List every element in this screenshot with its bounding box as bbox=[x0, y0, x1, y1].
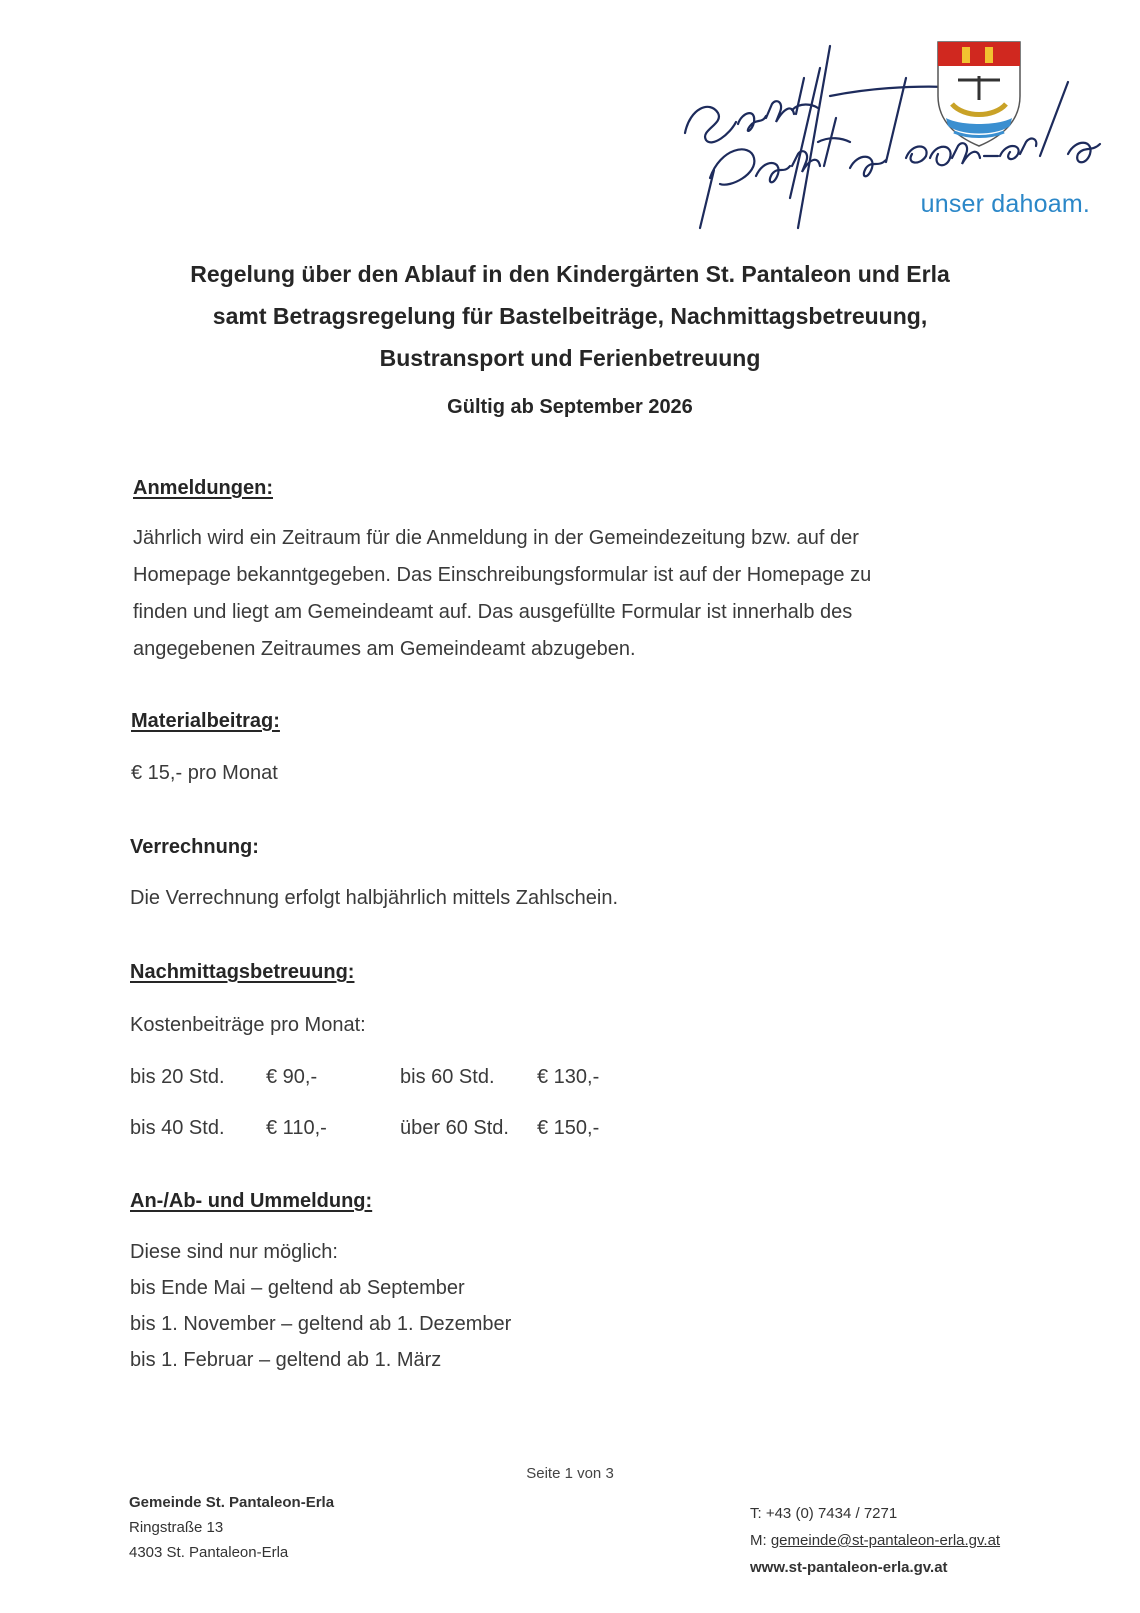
title-line-1: Regelung über den Ablauf in den Kindergärten St. Pantaleon und Erla bbox=[190, 261, 950, 287]
ummeldung-list bbox=[130, 1234, 511, 1378]
paragraph-anmeldungen bbox=[133, 520, 1013, 668]
heading-anmeldungen: Anmeldungen: bbox=[133, 477, 273, 499]
fee-label: bis 40 Std. bbox=[130, 1117, 225, 1139]
footer-mail-prefix: M: bbox=[750, 1532, 771, 1549]
materialbeitrag-text: € 15,- pro Monat bbox=[131, 762, 278, 784]
footer-org: Gemeinde St. Pantaleon-Erla bbox=[129, 1494, 335, 1511]
anmeldungen-line: finden und liegt am Gemeindeamt auf. Das ausgefüllte Formular ist innerhalb des bbox=[133, 601, 853, 623]
ummeldung-line: bis 1. November – geltend ab 1. Dezember bbox=[130, 1313, 512, 1335]
footer-mail-row bbox=[750, 1527, 1000, 1554]
ummeldung-line: bis 1. Februar – geltend ab 1. März bbox=[130, 1349, 442, 1371]
fee-label: über 60 Std. bbox=[400, 1117, 509, 1139]
fee-price: € 130,- bbox=[537, 1066, 600, 1088]
nachmittag-intro: Kostenbeiträge pro Monat: bbox=[130, 1014, 366, 1036]
fee-price: € 90,- bbox=[266, 1066, 318, 1088]
heading-nachmittagsbetreuung: Nachmittagsbetreuung: bbox=[130, 961, 355, 983]
footer-phone: T: +43 (0) 7434 / 7271 bbox=[750, 1505, 898, 1522]
anmeldungen-line: angegebenen Zeitraumes am Gemeindeamt abzugeben. bbox=[133, 638, 636, 660]
fee-label: bis 20 Std. bbox=[130, 1066, 225, 1088]
footer-website-link[interactable]: www.st-pantaleon-erla.gv.at bbox=[750, 1559, 948, 1576]
footer-street: Ringstraße 13 bbox=[129, 1519, 224, 1536]
fee-label: bis 60 Std. bbox=[400, 1066, 495, 1088]
footer-city: 4303 St. Pantaleon-Erla bbox=[129, 1544, 289, 1561]
fee-row bbox=[130, 1066, 730, 1096]
anmeldungen-line: Homepage bekanntgegeben. Das Einschreibungsformular ist auf der Homepage zu bbox=[133, 564, 872, 586]
ummeldung-line: bis Ende Mai – geltend ab September bbox=[130, 1277, 465, 1299]
heading-verrechnung: Verrechnung: bbox=[130, 836, 259, 858]
fee-price: € 150,- bbox=[537, 1117, 600, 1139]
municipality-logo bbox=[680, 38, 1120, 238]
footer-contact bbox=[750, 1500, 1000, 1581]
logo-tagline: unser dahoam. bbox=[920, 190, 1090, 218]
fee-row bbox=[130, 1117, 730, 1147]
footer-email-link[interactable]: gemeinde@st-pantaleon-erla.gv.at bbox=[770, 1532, 1001, 1549]
validity-date: Gültig ab September 2026 bbox=[447, 396, 693, 418]
coat-of-arms bbox=[938, 42, 1020, 146]
footer-address bbox=[129, 1490, 334, 1565]
heading-materialbeitrag: Materialbeitrag: bbox=[131, 710, 280, 732]
verrechnung-text: Die Verrechnung erfolgt halbjährlich mittels Zahlschein. bbox=[130, 887, 619, 909]
ummeldung-line: Diese sind nur möglich: bbox=[130, 1241, 338, 1263]
page-number: Seite 1 von 3 bbox=[526, 1465, 614, 1482]
heading-ummeldung: An-/Ab- und Ummeldung: bbox=[130, 1190, 373, 1212]
anmeldungen-line: Jährlich wird ein Zeitraum für die Anmeldung in der Gemeindezeitung bzw. auf der bbox=[133, 527, 859, 549]
fee-price: € 110,- bbox=[266, 1117, 327, 1139]
document-title bbox=[120, 253, 1020, 379]
title-line-3: Bustransport und Ferienbetreuung bbox=[379, 345, 761, 371]
title-line-2: samt Betragsregelung für Bastelbeiträge, Nachmittagsbetreuung, bbox=[212, 303, 928, 329]
